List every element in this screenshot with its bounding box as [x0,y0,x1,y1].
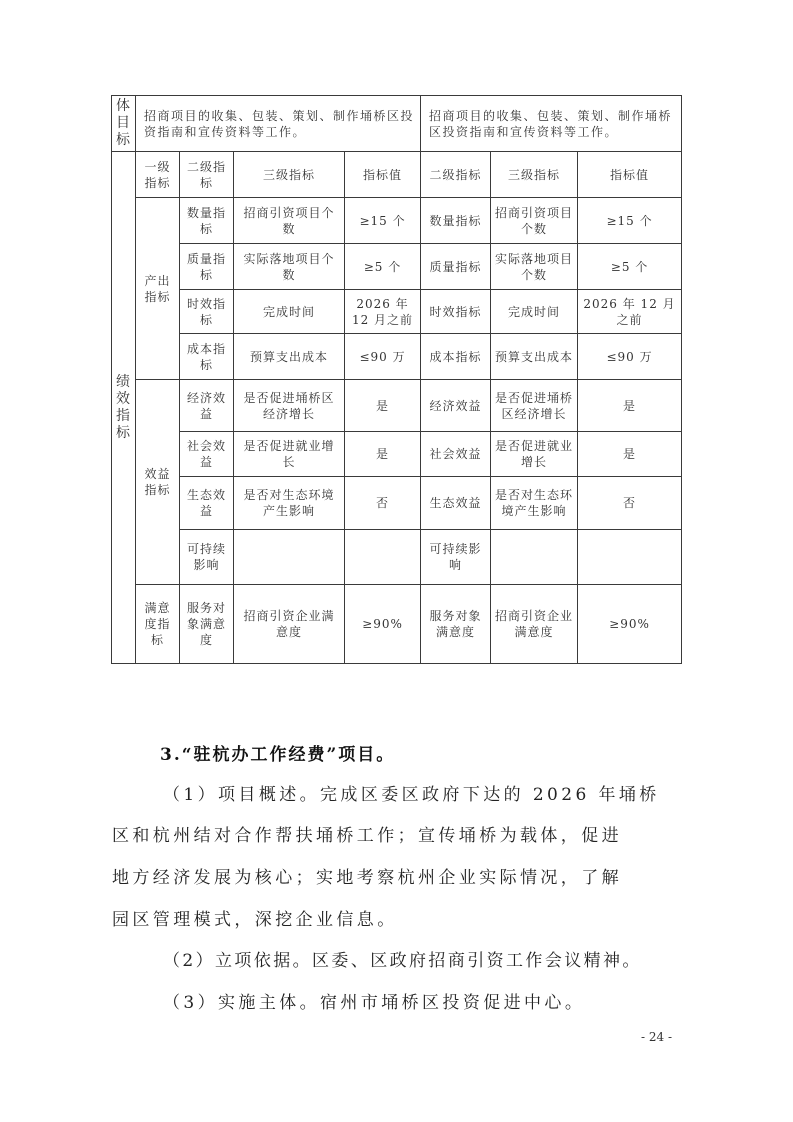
level2-cell: 生态效益 [421,477,491,530]
level1-output: 产出指标 [136,198,180,380]
level2-cell: 经济效益 [421,380,491,432]
header-level3-left: 三级指标 [234,152,345,198]
value-cell: ≥90% [345,585,421,664]
table-row [112,530,682,585]
header-value-right: 指标值 [578,152,682,198]
level3-cell: 预算支出成本 [234,334,345,380]
value-cell: 是 [578,380,682,432]
level3-cell: 实际落地项目个数 [234,244,345,290]
value-cell [578,530,682,585]
level3-cell: 是否对生态环境产生影响 [491,477,578,530]
level2-cell: 服务对象满意度 [421,585,491,664]
paragraph-line: （2）立项依据。区委、区政府招商引资工作会议精神。 [163,951,642,971]
level2-cell: 质量指标 [421,244,491,290]
level3-cell: 预算支出成本 [491,334,578,380]
level2-cell: 可持续影响 [421,530,491,585]
table-row [112,334,682,380]
level2-cell: 社会效益 [180,432,234,477]
level3-cell [491,530,578,585]
header-level1: 一级指标 [136,152,180,198]
level3-cell: 实际落地项目个数 [491,244,578,290]
value-cell: 否 [345,477,421,530]
header-level2-left: 二级指标 [180,152,234,198]
level3-cell: 招商引资企业满意度 [234,585,345,664]
value-cell: 是 [345,432,421,477]
paragraph-line: （1）项目概述。完成区委区政府下达的 2026 年埇桥 [163,785,660,805]
goal-text-left: 招商项目的收集、包装、策划、制作埇桥区投资指南和宣传资料等工作。 [136,96,421,152]
level3-cell: 招商引资项目个数 [491,198,578,244]
table-row [112,432,682,477]
paragraph-line: （3）实施主体。宿州市埇桥区投资促进中心。 [163,993,586,1013]
paragraph-line: 地方经济发展为核心；实地考察杭州企业实际情况，了解 [112,868,622,888]
table-row [112,380,682,432]
goal-text-right: 招商项目的收集、包装、策划、制作埇桥区投资指南和宣传资料等工作。 [421,96,682,152]
level2-cell: 服务对象满意度 [180,585,234,664]
table-row [112,585,682,664]
header-value-left: 指标值 [345,152,421,198]
value-cell: 否 [578,477,682,530]
value-cell: ≥90% [578,585,682,664]
header-level3-right: 三级指标 [491,152,578,198]
table-row [112,198,682,244]
level3-cell: 是否对生态环境产生影响 [234,477,345,530]
value-cell: ≥5 个 [345,244,421,290]
value-cell: ≥15 个 [345,198,421,244]
performance-indicator-table [111,95,682,664]
level2-cell: 经济效益 [180,380,234,432]
level3-cell: 招商引资项目个数 [234,198,345,244]
level3-cell: 是否促进就业增长 [491,432,578,477]
level2-cell: 可持续影响 [180,530,234,585]
table-row [112,477,682,530]
goal-label: 体 目 标 [112,96,136,152]
level2-cell: 数量指标 [421,198,491,244]
level3-cell: 是否促进就业增长 [234,432,345,477]
level2-cell: 数量指标 [180,198,234,244]
level1-benefit: 效益指标 [136,380,180,585]
paragraph-line: 区和杭州结对合作帮扶埇桥工作；宣传埇桥为载体，促进 [112,826,622,846]
page-number: - 24 - [641,1030,673,1044]
table-row [112,290,682,334]
level3-cell: 是否促进埇桥区经济增长 [491,380,578,432]
value-cell: ≥15 个 [578,198,682,244]
level2-cell: 生态效益 [180,477,234,530]
level2-cell: 成本指标 [180,334,234,380]
goal-row [112,96,682,152]
value-cell: ≤90 万 [578,334,682,380]
level3-cell: 招商引资企业满意度 [491,585,578,664]
header-row [112,152,682,198]
value-cell: 是 [345,380,421,432]
value-cell: ≥5 个 [578,244,682,290]
value-cell [345,530,421,585]
value-cell: ≤90 万 [345,334,421,380]
level2-cell: 成本指标 [421,334,491,380]
value-cell: 是 [578,432,682,477]
header-level2-right: 二级指标 [421,152,491,198]
level2-cell: 时效指标 [421,290,491,334]
value-cell: 2026 年 12 月之前 [578,290,682,334]
level3-cell: 完成时间 [491,290,578,334]
level1-satisfaction: 满意度指标 [136,585,180,664]
perf-label: 绩 效 指 标 [112,152,136,664]
level3-cell [234,530,345,585]
level2-cell: 时效指标 [180,290,234,334]
table-row [112,244,682,290]
level3-cell: 完成时间 [234,290,345,334]
section-heading: 3.“驻杭办工作经费”项目。 [160,745,396,765]
value-cell: 2026 年 12 月之前 [345,290,421,334]
level2-cell: 质量指标 [180,244,234,290]
level3-cell: 是否促进埇桥区经济增长 [234,380,345,432]
level2-cell: 社会效益 [421,432,491,477]
paragraph-line: 园区管理模式，深挖企业信息。 [112,910,398,930]
